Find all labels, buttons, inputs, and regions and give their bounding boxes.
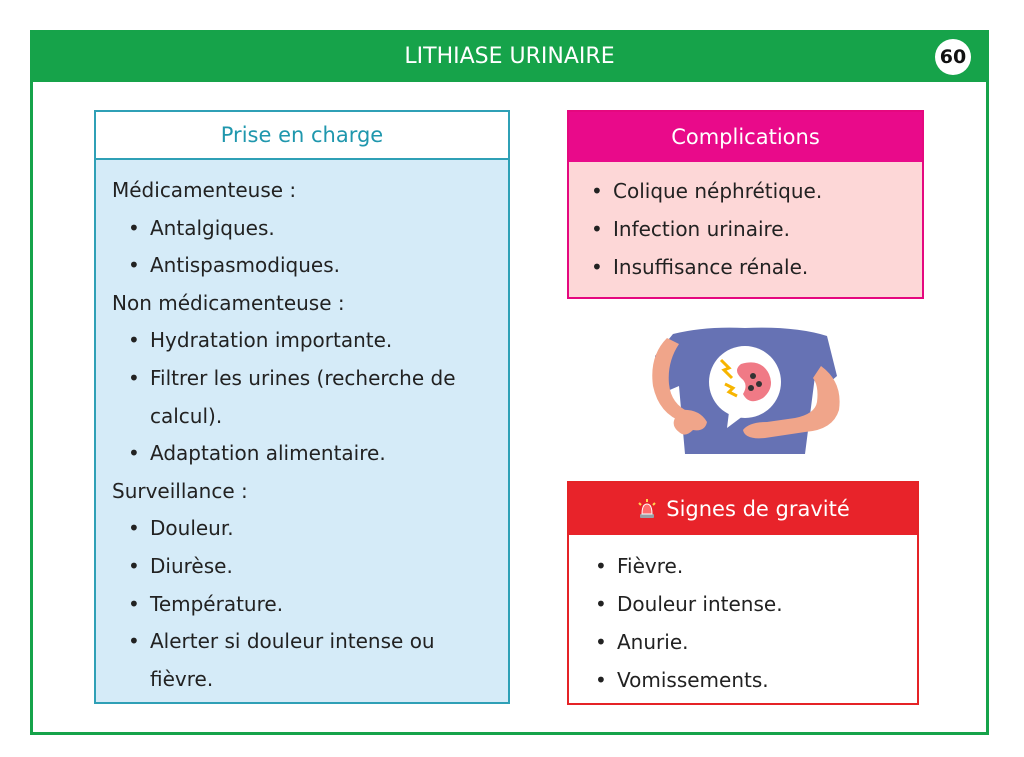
prise-en-charge-box [94, 110, 510, 704]
list-item: calcul). [150, 403, 223, 428]
signes-gravite-list [569, 535, 917, 699]
list-item: • Adaptation alimentaire. [112, 435, 508, 473]
page-header [30, 30, 989, 82]
list-item: • Douleur. [112, 510, 508, 548]
signes-gravite-label: Signes de gravité [666, 497, 850, 521]
list-item: • Vomissements. [595, 661, 917, 699]
list-item: • Anurie. [595, 623, 917, 661]
kidney-pain-illustration [645, 326, 845, 461]
prise-en-charge-content [96, 160, 508, 698]
page-number-badge: 60 [935, 39, 971, 75]
list-item: • Fièvre. [595, 547, 917, 585]
list-item: • Colique néphrétique. [591, 172, 922, 210]
complications-list [569, 162, 922, 286]
list-item: • Antispasmodiques. [112, 247, 508, 285]
section-heading: Non médicamenteuse : [112, 290, 345, 315]
list-item: • Alerter si douleur intense ou [112, 623, 508, 661]
complications-title: Complications [569, 112, 922, 162]
section-heading: Surveillance : [112, 478, 248, 503]
section-heading: Médicamenteuse : [112, 178, 297, 202]
list-item: • Diurèse. [112, 548, 508, 586]
list-item: • Température. [112, 586, 508, 624]
list-item: • Douleur intense. [595, 585, 917, 623]
prise-en-charge-title: Prise en charge [96, 112, 508, 160]
list-item: • Hydratation importante. [112, 322, 508, 360]
signes-gravite-title [569, 483, 917, 535]
signes-gravite-box [567, 481, 919, 705]
page-title: LITHIASE URINAIRE [404, 43, 615, 69]
complications-box [567, 110, 924, 299]
list-item: • Infection urinaire. [591, 210, 922, 248]
list-item: • Filtrer les urines (recherche de [112, 360, 508, 398]
list-item: • Antalgiques. [112, 210, 508, 248]
list-item: • Insuffisance rénale. [591, 248, 922, 286]
siren-icon [636, 498, 658, 520]
list-item: fièvre. [150, 666, 214, 691]
